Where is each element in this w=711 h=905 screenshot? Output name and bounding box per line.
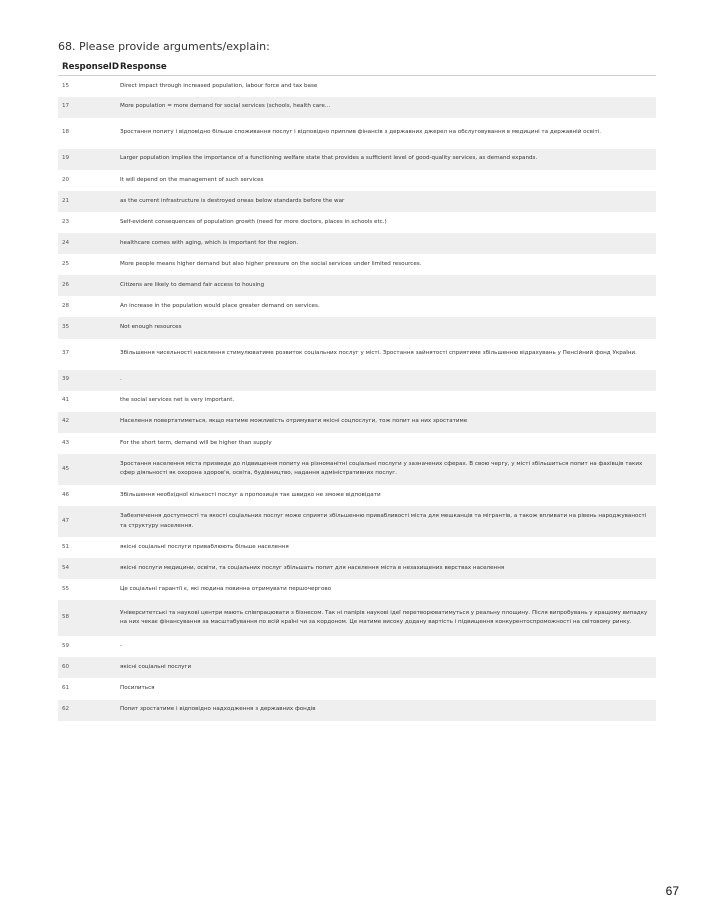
response-id: 62: [58, 700, 116, 721]
table-row: [58, 149, 656, 170]
response-id: 45: [58, 454, 116, 485]
response-text: Попит зростатиме і відповідно надходження з державних фондів: [116, 700, 656, 721]
table-row: [58, 76, 656, 97]
response-id: 35: [58, 317, 116, 338]
response-id: 23: [62, 218, 70, 225]
table-row: [58, 579, 656, 600]
response-text: Населення повертатиметься, якщо матиме можливість отримувати якісні соцпослуги, тож попит на них зростатиме: [116, 412, 656, 433]
response-id: 55: [62, 585, 70, 592]
response-id: 59: [62, 643, 70, 650]
response-id: 17: [58, 97, 116, 118]
response-text: the social services net is very important.: [120, 397, 235, 404]
table-row: [58, 191, 656, 212]
response-id: 51: [62, 543, 70, 550]
response-text: Citizens are likely to demand fair access to housing: [116, 275, 656, 296]
question-title: 68. Please provide arguments/explain:: [58, 40, 270, 53]
response-text: Self-evident consequences of population growth (need for more doctors, places in schools etc.): [120, 218, 387, 225]
table-row: [58, 370, 656, 391]
response-text: Університетські та наукові центри мають співпрацювати з бізнесом. Так ні папірів наукові ідеї перетворюватимуться у реальну площину. Після випробувань у кращому випадку на них чекає фінансування за масштабування по всій країні чи за кордоном. Це матиме високу додану вартість і підвищення конкурентоспроможності на світовому ринку.: [116, 600, 656, 636]
response-text: An increase in the population would place greater demand on services.: [120, 303, 320, 310]
responses-table: [58, 58, 656, 721]
response-text: More people means higher demand but also higher pressure on the social services under limited resources.: [120, 260, 422, 267]
response-text: healthcare comes with aging, which is important for the region.: [116, 233, 656, 254]
table-row: [58, 170, 656, 191]
table-row: [58, 485, 656, 506]
table-row: [58, 678, 656, 699]
response-id: 46: [62, 491, 70, 498]
response-id: 58: [58, 600, 116, 636]
table-row: [58, 433, 656, 454]
response-id: 47: [58, 506, 116, 537]
table-row: [58, 254, 656, 275]
response-id: 61: [62, 685, 70, 692]
response-id: 42: [58, 412, 116, 433]
response-id: 41: [62, 397, 70, 404]
response-text: Це соціальні гарантії є, які людина повинна отримувати першочергово: [120, 585, 332, 592]
table-row: [58, 212, 656, 233]
response-id: 15: [62, 82, 70, 89]
table-row: [58, 657, 656, 678]
table-row: [58, 454, 656, 485]
table-row: [58, 537, 656, 558]
response-text: .: [116, 370, 656, 391]
page-number: 67: [665, 884, 679, 898]
response-id: 21: [58, 191, 116, 212]
response-id: 39: [58, 370, 116, 391]
table-row: [58, 97, 656, 118]
response-text: якісні послуги медицини, освіти, та соціальних послуг збільшать попит для населення міста в незахищених верствах населення: [116, 558, 656, 579]
response-text: Збільшення необхідної кількості послуг а пропозиція так швидко не зможе відповідати: [120, 491, 381, 498]
table-row: [58, 558, 656, 579]
response-id: 28: [62, 303, 70, 310]
response-text: More population = more demand for social services (schools, health care...: [116, 97, 656, 118]
table-row: [58, 391, 656, 412]
response-id: 54: [58, 558, 116, 579]
column-header-response: Response: [116, 58, 656, 76]
table-header-row: [58, 58, 656, 76]
table-row: [58, 233, 656, 254]
response-text: It will depend on the management of such services: [120, 176, 264, 183]
response-id: 24: [58, 233, 116, 254]
response-id: 20: [62, 176, 70, 183]
table-row: [58, 412, 656, 433]
response-text: Забезпечення доступності та якості соціальних послуг може сприяти збільшенню привабливості міста для мешканців та мігрантів, а також впливати на рівень народжуваності та структуру населення.: [116, 506, 656, 537]
table-row: [58, 118, 656, 149]
table-row: [58, 600, 656, 636]
response-id: 37: [62, 350, 70, 357]
column-header-response-id: ResponseID: [58, 58, 116, 76]
response-text: Зростання попиту і відповідно більше споживання послуг і відповідно приплив фінансів з державних джерел на обслуговування в медицині та державній освіті.: [120, 129, 602, 136]
response-text: якісні соціальні послуги: [116, 657, 656, 678]
table-row: [58, 700, 656, 721]
table-row: [58, 317, 656, 338]
response-id: 26: [58, 275, 116, 296]
response-id: 43: [62, 439, 70, 446]
response-text: Not enough resources: [116, 317, 656, 338]
response-text: Посилиться: [120, 685, 155, 692]
response-id: 60: [58, 657, 116, 678]
table-row: [58, 636, 656, 657]
response-text: For the short term, demand will be higher than supply: [120, 439, 272, 446]
response-text: Direct impact through increased population, labour force and tax base: [120, 82, 318, 89]
response-text: -: [120, 643, 123, 650]
table-row: [58, 275, 656, 296]
response-text: Збільшення чисельності населення стимулюватиме розвиток соціальних послуг у місті. Зростання зайнятості сприятиме збільшенню відрахувань у Пенсійний фонд України.: [120, 350, 637, 357]
response-text: Larger population implies the importance of a functioning welfare state that provides a sufficient level of good-quality services, as demand expands.: [116, 149, 656, 170]
response-id: 19: [58, 149, 116, 170]
table-row: [58, 296, 656, 317]
table-row: [58, 339, 656, 370]
response-id: 18: [62, 129, 70, 136]
response-id: 25: [62, 260, 70, 267]
response-text: Зростання населення міста призведе до підвищення попиту на різноманітні соціальні послуги у зазначених сферах. В свою чергу, у місті збільшиться попит на фахівців таких сфер діяльності як охорона здоров'я, освіта, будівництво, надання адміністративних послуг.: [116, 454, 656, 485]
table-row: [58, 506, 656, 537]
response-text: as the current infrastructure is destroyed orwas below standards before the war: [116, 191, 656, 212]
response-text: якісні соціальні послуги приваблюють більше населення: [120, 543, 289, 550]
